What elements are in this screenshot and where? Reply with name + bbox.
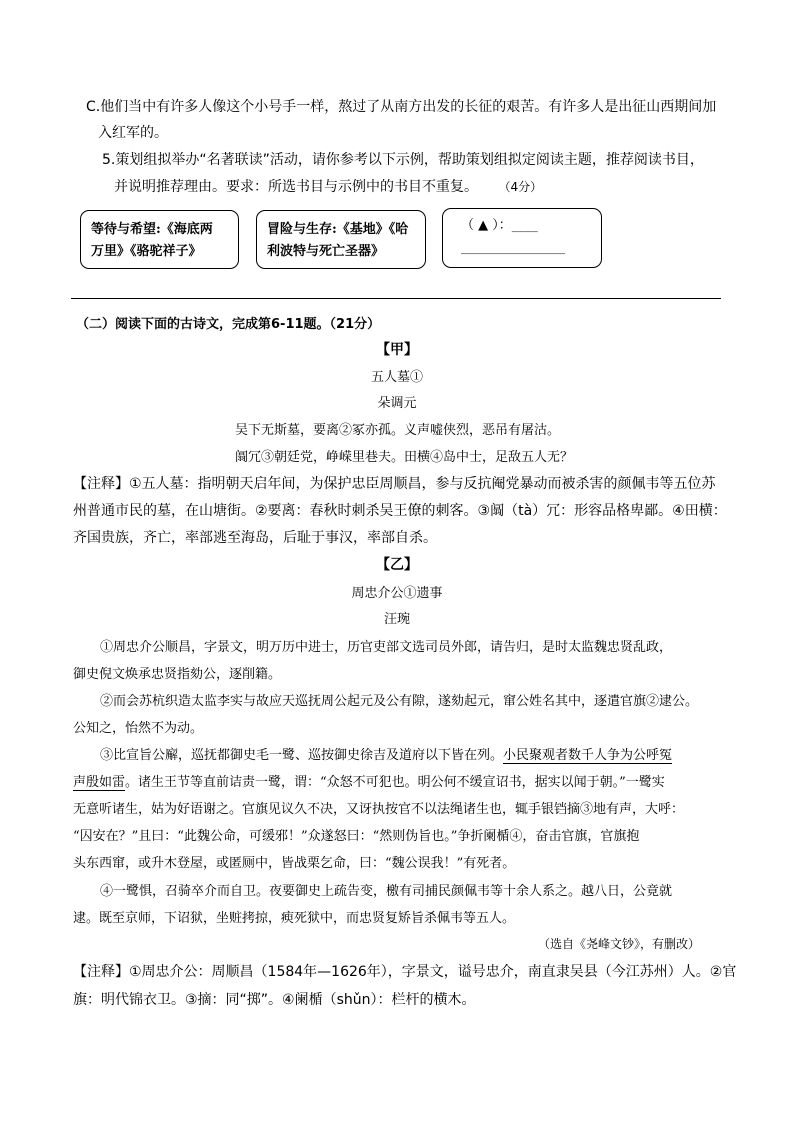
- yi-source: （选自《尧峰文钞》，有删改）: [538, 937, 701, 951]
- yi-paragraph-3-line1: [100, 744, 672, 763]
- example-box-2-line2: 利波特与死亡圣器》: [267, 244, 385, 259]
- jia-note-line3: 齐国贵族，齐亡，率部逃至海岛，后耻于事汉，率部自杀。: [73, 530, 437, 546]
- question-5-text: 并说明推荐理由。要求：所选书目与示例中的书目不重复。: [114, 179, 478, 195]
- jia-poem-line2: 阘冗③朝廷党，峥嵘里巷夫。田横④岛中士，足敌五人无？: [235, 450, 574, 465]
- jia-title: 五人墓①: [370, 370, 423, 385]
- yi-paragraph-1-line1: ①周忠介公顺昌，字景文，明万历中进士，历官吏部文选司员外郎，请告归，是时太监魏忠贤乱政，: [100, 640, 673, 655]
- yi-note-line1: 【注释】①周忠介公：周顺昌（1584年—1626年），字景文，谥号忠介，南直隶吴县（今江苏州）人。②官: [73, 964, 737, 980]
- option-c-line2: 入红军的。: [98, 125, 168, 141]
- yi-paragraph-3-line5: 头东西窜，或升木登屋，或匿厕中，皆战栗乞命，曰：“魏公误我！”有死者。: [73, 856, 516, 871]
- yi-paragraph-2-line2: 公知之，怡然不为动。: [73, 721, 204, 736]
- example-box-2: [256, 210, 426, 269]
- yi-author: 汪琬: [383, 612, 410, 627]
- jia-poem-line1: 吴下无斯墓，要离②冢亦孤。义声嘘侠烈，恶吊有屠沽。: [235, 423, 561, 438]
- underlined-sentence-part2: 声殷如雷: [73, 775, 126, 790]
- answer-box[interactable]: [442, 208, 602, 268]
- yi-title: 周忠介公①遗事: [351, 586, 443, 601]
- yi-paragraph-1-line2: 御史倪文焕承忠贤指劾公，逐削籍。: [73, 667, 282, 682]
- jia-author: 朵调元: [377, 396, 417, 411]
- yi-paragraph-2-line1: ②而会苏杭织造太监李实与故应天巡抚周公起元及公有隙，遂劾起元，窜公姓名其中，逐遣官旗②逮公。: [100, 694, 699, 709]
- option-c-line1: C.他们当中有许多人像这个小号手一样，熬过了从南方出发的长征的艰苦。有许多人是出征山西期间加: [86, 99, 717, 115]
- jia-label: 【甲】: [376, 342, 418, 358]
- example-box-1: [80, 210, 239, 269]
- example-box-1-line1: 等待与希望:《海底两: [91, 222, 213, 237]
- yi-paragraph-4-line2: 逮。既至京师，下诏狱，坐赃拷掠，瘐死狱中，而忠贤复矫旨杀佩韦等五人。: [73, 911, 516, 926]
- question-5-line1: 5.策划组拟举办“名著联读”活动，请你参考以下示例，帮助策划组拟定阅读主题，推荐阅读书目，: [102, 152, 704, 168]
- underlined-sentence-part1: 小民聚观者数千人争为公呼冤: [503, 748, 673, 763]
- answer-box-line2: ________________: [461, 240, 565, 255]
- yi-paragraph-3-line2: [73, 771, 665, 790]
- question-5-score: （4分）: [498, 180, 543, 194]
- jia-note-line1: 【注释】①五人墓：指明朝天启年间，为保护忠臣周顺昌，参与反抗阉党暴动而被杀害的颜佩韦等五位苏: [73, 476, 716, 492]
- answer-box-line1: （ ▲ ）：____: [461, 218, 538, 233]
- question-5-line2: [114, 176, 542, 196]
- section-2-heading: （二）阅读下面的古诗文，完成第6-11题。（21分）: [76, 317, 381, 332]
- yi-paragraph-3-line3: 无意听诸生，姑为好语谢之。官旗见议久不决，又讶执按官不以法绳诸生也，辄手银铛摘③地有声，大呼：: [73, 802, 685, 817]
- yi-paragraph-4-line1: ④一鹭惧，召骑卒介而自卫。夜要御史上疏告变，檄有司捕民颜佩韦等十余人系之。越八日，公竟就: [100, 884, 673, 899]
- section-divider: [71, 298, 721, 299]
- example-box-2-line1: 冒险与生存:《基地》《哈: [267, 222, 409, 237]
- yi-label: 【乙】: [376, 557, 418, 573]
- yi-paragraph-3-continuation: 。诸生王节等直前诘责一鹭，谓：“众怒不可犯也。明公何不缓宣诏书，据实以闻于朝。”一鹭实: [125, 775, 665, 790]
- yi-note-line2: 旗：明代锦衣卫。③摘：同“掷”。④阑楯（shǔn）：栏杆的横木。: [73, 992, 476, 1008]
- yi-paragraph-3-text: ③比宣旨公廨，巡抚都御史毛一鹭、巡按御史徐吉及道府以下皆在列。: [100, 748, 504, 763]
- yi-paragraph-3-line4: “囚安在？”且曰：“此魏公命，可缓邪！”众遂怒曰：“然则伪旨也。”争折阑楯④，奋击官旗，官旗抱: [73, 829, 640, 844]
- jia-note-line2: 州普通市民的墓，在山塘街。②要离：春秋时刺杀吴王僚的刺客。③阘（tà）冗：形容品格卑鄙。④田横：: [73, 503, 727, 519]
- example-box-1-line2: 万里》《骆驼祥子》: [91, 244, 202, 259]
